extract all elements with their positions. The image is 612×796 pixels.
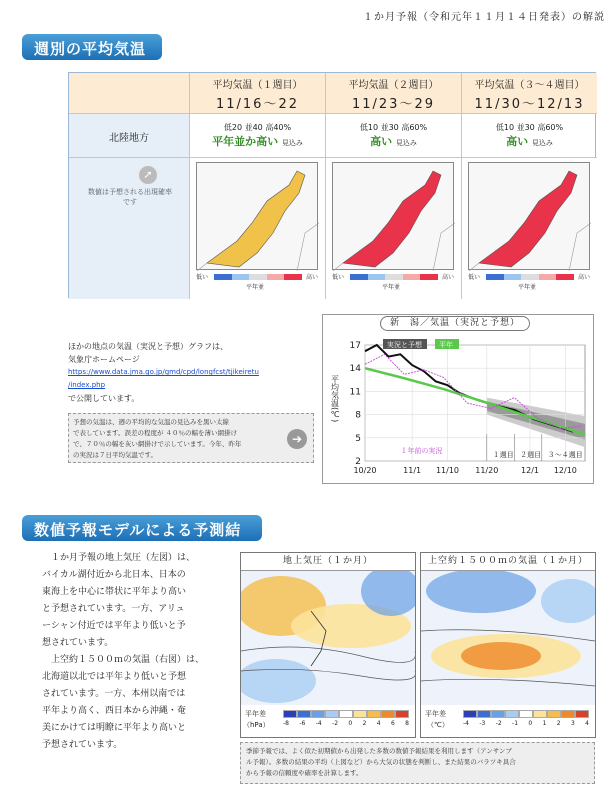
scale-tick: -6 <box>299 720 306 727</box>
legend-high: 高い <box>577 274 590 281</box>
forecast-note-box <box>68 413 314 463</box>
hokuriku-map-2 <box>332 162 454 270</box>
scale-swatch <box>311 710 325 718</box>
scale-swatch <box>547 710 561 718</box>
scale-swatch <box>533 710 547 718</box>
map-legend-1 <box>196 272 318 296</box>
period-column-1 <box>189 73 325 299</box>
graph-intro <box>68 340 318 405</box>
model-explanation <box>42 550 220 754</box>
period-label: 平均気温（２週目） <box>348 80 439 91</box>
legend-label: 平年 <box>439 341 453 349</box>
map-legend-2 <box>332 272 454 296</box>
plot-area <box>365 345 585 461</box>
para-line: 東海上を中心に帯状に平年より高い <box>42 587 187 597</box>
scale-swatch <box>297 710 311 718</box>
legend-low: 低い <box>196 274 209 281</box>
footnote-line: から予報の信頼度や確率を計算します。 <box>246 769 363 777</box>
region-label: 北陸地方 <box>69 113 189 157</box>
forecast-text: 高い <box>370 135 393 148</box>
scale-swatch <box>463 710 477 718</box>
scale-tick: -1 <box>512 720 519 727</box>
table-corner <box>69 73 189 113</box>
scale-tick: 0 <box>348 720 353 727</box>
period-forecast-2 <box>326 113 461 157</box>
annotation-week34: ３〜４週目 <box>547 451 583 459</box>
period-header-3 <box>462 73 597 113</box>
scale-swatch <box>491 710 505 718</box>
footnote-line: 季節予報では、よく似た初期値から出発した多数の数値予報結果を利用します（アンサンブ <box>246 747 512 755</box>
para-line: 平年より高く、西日本から沖縄・奄 <box>42 706 186 716</box>
para-line: 想されています。 <box>42 638 114 648</box>
scale-tick: 2 <box>362 720 367 727</box>
y-tick-label: 14 <box>349 364 361 375</box>
annotation-week1: １週目 <box>492 451 514 459</box>
legend-low: 低い <box>468 274 481 281</box>
panel-title: 地上気圧（１か月） <box>241 553 415 571</box>
para-line: 上空約１５００ｍの気温（右図）は、 <box>42 655 205 665</box>
section-title-model-results: 数値予報モデルによる予測結果 <box>22 515 262 541</box>
forecast-text: 高い <box>506 135 529 148</box>
temp-scale-ticks <box>463 720 589 727</box>
footnote-line: ル予報）。多数の結果の平均（上図など）から大気の状態を判断し、また結果のバラツキ具合 <box>246 758 516 766</box>
map-cell-3 <box>462 157 597 299</box>
scale-swatch <box>519 710 533 718</box>
legend-mid: 平年並 <box>518 284 537 291</box>
para-line: と予想されています。一方、アリュ <box>42 604 185 614</box>
scale-swatch <box>575 710 589 718</box>
pressure-color-scale <box>283 710 409 718</box>
scale-tick: -8 <box>283 720 289 727</box>
temp-legend <box>421 707 597 737</box>
y-tick-label: 8 <box>355 410 361 421</box>
period-column-3 <box>461 73 597 299</box>
forecast-text: 平年並か高い <box>212 135 279 148</box>
scale-swatch <box>381 710 395 718</box>
x-tick-label: 11/1 <box>403 466 422 475</box>
x-tick-label: 11/20 <box>475 466 499 475</box>
period-column-2 <box>325 73 461 299</box>
surface-pressure-map <box>241 571 415 705</box>
period-dates: 11/30〜12/13 <box>474 97 585 112</box>
note-line: で、７０％の幅を灰い網掛けで示しています。今年、昨年 <box>73 440 242 448</box>
probabilities: 低20 並40 高40% <box>223 123 292 132</box>
scale-tick: -2 <box>332 720 339 727</box>
arrow-right-icon: ➔ <box>287 429 307 449</box>
scale-swatch <box>561 710 575 718</box>
forecast-suffix: 見込み <box>531 139 553 147</box>
scale-tick: 6 <box>390 720 395 727</box>
scale-tick: 8 <box>405 720 409 727</box>
section-title-weekly-temperature: 週別の平均気温 <box>22 34 162 60</box>
jma-link[interactable]: https://www.data.jma.go.jp/gmd/cpd/longfcst/tjikeiretu <box>68 368 259 376</box>
legend-label: 平年差 <box>425 710 446 718</box>
y-axis-label: 平均気温(℃) <box>330 375 340 423</box>
scale-tick: -4 <box>315 720 322 727</box>
period-dates: 11/16〜22 <box>215 97 299 112</box>
legend-high: 高い <box>305 274 318 281</box>
note-line: の実況は７日平均気温です。 <box>73 451 157 459</box>
pressure-scale-ticks <box>283 720 409 727</box>
annotation-last-year: １年前の実況 <box>400 447 443 455</box>
ensemble-footnote <box>240 742 595 784</box>
scale-swatch <box>367 710 381 718</box>
chart-svg <box>323 315 595 485</box>
y-tick-label: 11 <box>349 387 361 398</box>
forecast-suffix: 見込み <box>395 139 417 147</box>
scale-tick: 2 <box>556 720 561 727</box>
legend-unit: （℃） <box>427 721 449 729</box>
surface-pressure-panel <box>240 552 416 738</box>
scale-swatch <box>283 710 297 718</box>
period-label: 平均気温（３〜４週目） <box>474 80 585 91</box>
para-line: 北海道以北では平年より低いと予想 <box>42 672 187 682</box>
page-header: １か月予報（令和元年１１月１４日発表）の解説 <box>363 12 605 23</box>
x-tick-label: 11/10 <box>435 466 460 475</box>
hokuriku-map-3 <box>468 162 590 270</box>
period-header-2 <box>326 73 461 113</box>
temp-color-scale <box>463 710 589 718</box>
graph-intro-line1: ほかの地点の気温（実況と予想）グラフは、 <box>68 342 228 351</box>
period-dates: 11/23〜29 <box>351 97 435 112</box>
scale-tick: -3 <box>479 720 486 727</box>
temp-850-map <box>421 571 595 705</box>
para-line: されています。一方、本州以南では <box>42 689 186 699</box>
legend-low: 低い <box>332 274 345 281</box>
period-header-1 <box>190 73 325 113</box>
para-line: 美にかけては明瞭に平年より高いと <box>42 723 187 733</box>
hokuriku-map-1 <box>196 162 318 270</box>
period-forecast-3 <box>462 113 597 157</box>
x-tick-label: 10/20 <box>353 466 377 475</box>
map-cell-1 <box>190 157 325 299</box>
probabilities: 低10 並30 高60% <box>359 123 428 132</box>
scale-swatch <box>477 710 491 718</box>
para-line: １か月予報の地上気圧（左図）は、 <box>42 553 196 563</box>
map-legend-3 <box>468 272 590 296</box>
y-tick-label: 5 <box>355 433 361 444</box>
period-forecast-1 <box>190 113 325 157</box>
note-line: で表しています。誤差の程度が ４０％の幅を薄い網掛け <box>73 429 238 437</box>
map-note-cell <box>69 157 189 299</box>
legend-high: 高い <box>441 274 454 281</box>
legend-mid: 平年並 <box>382 284 401 291</box>
y-tick-label: 17 <box>349 341 361 351</box>
annotation-week2: ２週目 <box>520 451 542 459</box>
scale-swatch <box>353 710 367 718</box>
scale-tick: -4 <box>463 720 469 727</box>
scale-swatch <box>505 710 519 718</box>
pointer-arrow-icon: ➚ <box>139 166 157 184</box>
forecast-suffix: 見込み <box>281 139 303 147</box>
scale-swatch <box>339 710 353 718</box>
graph-intro-line2: 気象庁ホームページ <box>68 355 140 364</box>
probabilities: 低10 並30 高60% <box>495 123 564 132</box>
x-tick-label: 12/10 <box>553 466 577 475</box>
panel-title: 上空約１５００ｍの気温（１か月） <box>421 553 595 571</box>
period-label: 平均気温（１週目） <box>212 80 303 91</box>
pressure-legend <box>241 707 417 737</box>
scale-tick: 1 <box>542 720 547 727</box>
chart-title: 新 潟／気温（実況と予想） <box>380 316 530 331</box>
scale-tick: 4 <box>585 720 589 727</box>
weekly-forecast-table <box>68 72 596 298</box>
map-cell-2 <box>326 157 461 299</box>
scale-tick: 4 <box>376 720 381 727</box>
legend-mid: 平年並 <box>246 284 265 291</box>
niigata-temp-chart <box>322 314 594 484</box>
scale-tick: 0 <box>528 720 533 727</box>
map-note: 数値は予想される出現確率です <box>88 188 172 206</box>
scale-swatch <box>395 710 409 718</box>
y-tick-label: 2 <box>355 457 361 467</box>
para-line: 予想されています。 <box>42 740 123 750</box>
legend-label: 実況と予想 <box>387 341 422 349</box>
temp-850-panel <box>420 552 596 738</box>
x-tick-label: 12/1 <box>521 466 539 475</box>
scale-swatch <box>325 710 339 718</box>
para-line: バイカル湖付近から北日本、日本の <box>42 570 186 580</box>
para-line: ーシャン付近では平年より低いと予 <box>42 621 186 631</box>
scale-tick: 3 <box>570 720 575 727</box>
scale-tick: -2 <box>495 720 502 727</box>
jma-link-cont[interactable]: /index.php <box>68 381 106 389</box>
graph-intro-line3: で公開しています。 <box>68 394 140 403</box>
legend-label: 平年差 <box>245 710 266 718</box>
legend-unit: （hPa） <box>243 721 270 729</box>
note-line: 予想の気温は、週の平均的な気温の見込みを黒い太線 <box>73 418 229 426</box>
